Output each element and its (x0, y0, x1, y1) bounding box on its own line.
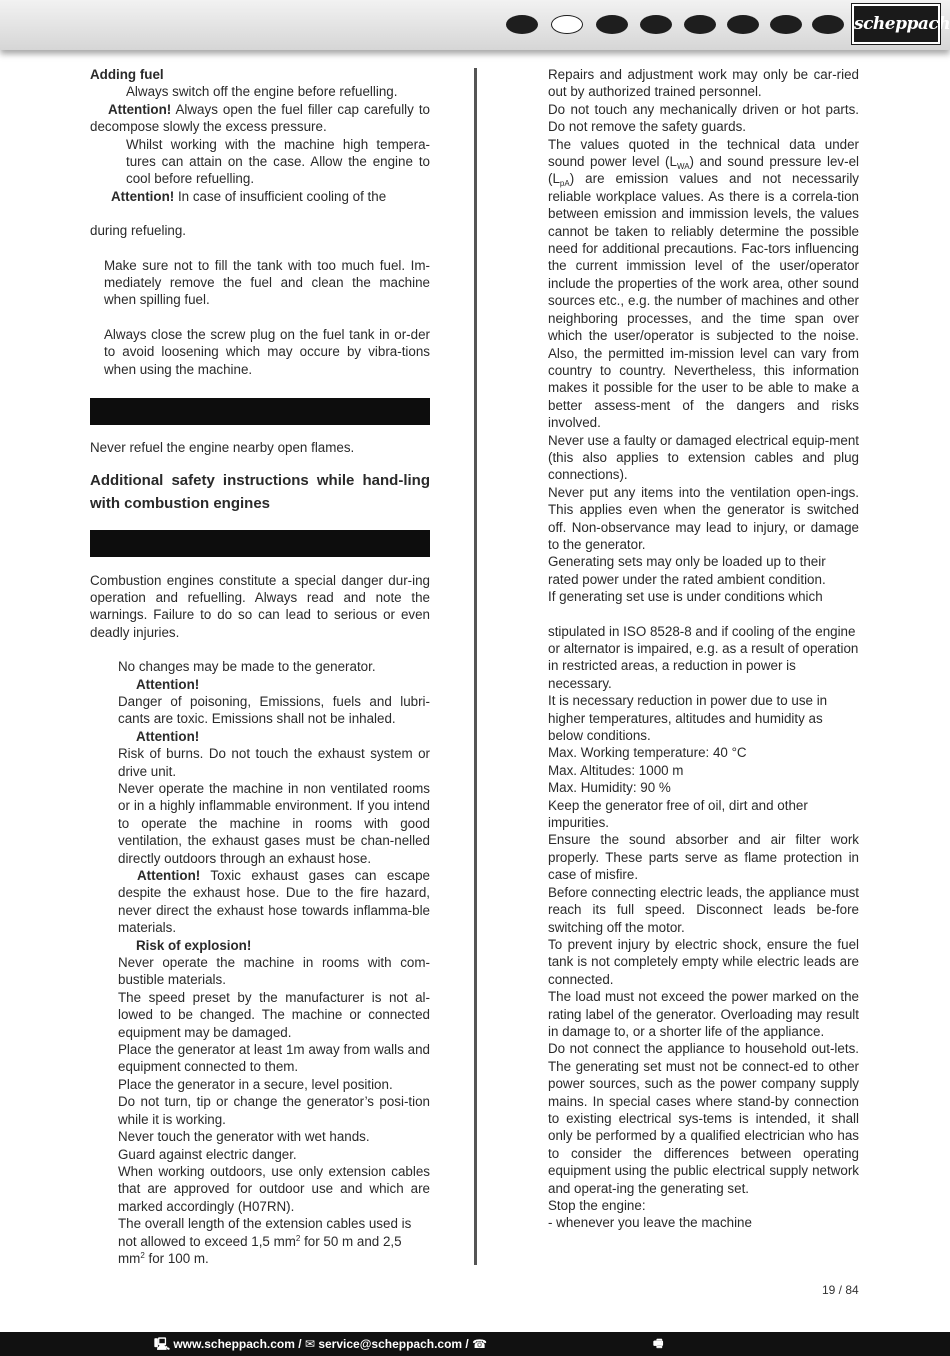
footer-contact: 🖳 www.scheppach.com / ✉ service@scheppach.com / ☎ (154, 1337, 488, 1351)
paragraph: Before connecting electric leads, the appliance must reach its full speed. Disconnect leads be-fore switching off the motor. (548, 884, 859, 935)
paragraph: Ensure the sound absorber and air filter work properly. These parts serve as flame protection in case of misfire. (548, 832, 859, 883)
attention-1: Attention! Always open the fuel filler cap carefully to decompose slowly the excess pressure. (90, 101, 431, 135)
open-flames-warning: Never refuel the engine nearby open flames. (90, 440, 355, 456)
page-footer (0, 1332, 950, 1356)
paragraph: The load must not exceed the power marked on the rating label of the generator. Overloading may result in damage to, or a shorter life of the appliance. (548, 989, 859, 1039)
safety-list (90, 658, 430, 1267)
chapter-dot (812, 15, 844, 34)
page-header (0, 0, 950, 50)
paragraph: Generating sets may only be loaded up to their rated power under the rated ambient condition. (548, 554, 826, 587)
paragraph: Do not connect the appliance to household out-lets. The generating set must not be connect-ed to other power sources, such as the power company supply mains. In special cases where stand-by connection to existing electrical sys-tems is intended, it shall only be performed by a qualified electrician who has to consider the differences between operating equipment using the public electrical supply network and operat-ing the generating set. (548, 1041, 859, 1196)
hot-case-warning: Whilst working with the machine high tempera-tures can attain on the case. Allow the engine to cool before refuelling. (126, 136, 430, 187)
list-item: The overall length of the extension cables used is not allowed to exceed 1,5 $mm^2$ for 50 m and 2,5 $mm^2$ for 100 m. (118, 1216, 412, 1266)
additional-safety-heading: Additional safety instructions while hand-ling with combustion engines (90, 471, 430, 512)
paragraph: Stop the engine: (548, 1198, 646, 1213)
left-column (90, 66, 430, 1267)
list-item: Do not turn, tip or change the generator’s posi-tion while it is working. (118, 1094, 430, 1127)
paragraph: If generating set use is under conditions which (548, 589, 823, 605)
paragraph: Keep the generator free of oil, dirt and other impurities. (548, 797, 808, 831)
page-number: 19 / 84 (822, 1283, 859, 1297)
list-item: Never operate the machine in rooms with com-bustible materials. (118, 955, 430, 988)
list-item: Place the generator at least 1m away from walls and equipment connected to them. (118, 1042, 430, 1075)
chapter-dot (684, 15, 716, 34)
right-column (548, 66, 859, 1232)
warning-bar (90, 398, 430, 425)
paragraph: Never use a faulty or damaged electrical equip-ment (this also applies to extension cables and plug connections). (548, 432, 859, 483)
paragraph: It is necessary reduction in power due to use in higher temperatures, altitudes and humidity as below conditions. (548, 693, 828, 744)
attention-label: Attention! (136, 676, 200, 692)
paragraph: - whenever you leave the machine (548, 1215, 752, 1231)
emission-values: The values quoted in the technical data under sound power level $(L_{WA})$ and sound pressure lev-el $(L_{pA})$ are emission values and not necessarily reliable workplace values. As there is a correla-tion between emission and immission levels, the values cannot be taken to reliably determine the possible need for additional precautions. Fac-tors influencing the current immission level of the user/operator include the properties of the work area, other sound sources etc., e.g. the number of machines and other neighboring processes, and the time span over which the user/operator is subjected to the noise. Also, the permitted im-mission level can vary from country to country. Nevertheless, this information makes it possible for the user to be able to make a better assess-ment of the dangers and risks involved. (548, 136, 859, 431)
list-item: Danger of poisoning, Emissions, fuels and lubri-cants are toxic. Emissions shall not be inhaled. (118, 693, 430, 727)
list-item: Never operate the machine in non ventilated rooms or in a highly inflammable environment. If you intend to operate the machine in rooms with good ventilation, the exhaust gases must be chan-nelled directly outdoors through an exhaust hose. (118, 780, 430, 866)
chapter-dot (640, 15, 672, 34)
attention-2: Attention! In case of insufficient cooling of the (111, 188, 387, 204)
max-humidity: Max. Humidity: 90 % (548, 780, 671, 796)
chapter-dot (506, 15, 538, 34)
fax-icon: 🖷 (653, 1338, 664, 1350)
chapter-dot (596, 15, 628, 34)
overfill-warning: Make sure not to fill the tank with too much fuel. Im-mediately remove the fuel and clean the machine when spilling fuel. (104, 257, 430, 308)
list-item: The speed preset by the manufacturer is not al-lowed to be changed. The machine or connected equipment may be damaged. (118, 989, 430, 1040)
chapter-dot (770, 15, 802, 34)
paragraph: stipulated in ISO 8528-8 and if cooling of the engine or alternator is impaired, e.g. as a result of operation in restricted areas, a reduction in power is necessary. (548, 623, 859, 691)
attention-label: Attention! (136, 728, 200, 744)
list-item: No changes may be made to the generator. (118, 659, 376, 675)
list-item: Attention! Toxic exhaust gases can escape despite the exhaust hose. Due to the fire hazard, never direct the exhaust hose towards inflamma-ble materials. (118, 868, 430, 936)
column-divider (474, 68, 477, 1265)
paragraph: To prevent injury by electric shock, ensure the fuel tank is not completely empty while electric leads are connected. (548, 936, 859, 987)
warning-bar (90, 530, 430, 557)
adding-fuel-title: Adding fuel (90, 67, 164, 82)
list-item: Guard against electric danger. (118, 1146, 297, 1162)
list-item: Never touch the generator with wet hands. (118, 1129, 370, 1145)
paragraph: Never put any items into the ventilation open-ings. This applies even when the generator is switched off. Non-observance may lead to injury, or damage to the generator. (548, 484, 859, 552)
list-item: Risk of burns. Do not touch the exhaust system or drive unit. (118, 746, 430, 779)
explosion-label: Risk of explosion! (136, 937, 252, 953)
paragraph: Repairs and adjustment work may only be car-ried out by authorized trained personnel. (548, 67, 859, 100)
during-refueling: during refueling. (90, 223, 187, 239)
combustion-intro: Combustion engines constitute a special danger dur-ing operation and refuelling. Always read and note the warnings. Failure to do so can lead to serious or even deadly injuries. (90, 572, 430, 640)
adding-fuel-line: Always switch off the engine before refuelling. (126, 84, 398, 100)
chapter-dot-current (551, 15, 583, 34)
list-item: Place the generator in a secure, level position. (118, 1076, 393, 1092)
list-item: When working outdoors, use only extension cables that are approved for outdoor use and which are marked accordingly (H07RN). (118, 1163, 430, 1214)
paragraph: Do not touch any mechanically driven or hot parts. Do not remove the safety guards. (548, 101, 859, 135)
max-temperature: Max. Working temperature: 40 °C (548, 745, 747, 761)
chapter-dot (727, 15, 759, 34)
screw-plug-warning: Always close the screw plug on the fuel tank in or-der to avoid loosening which may occure by vibra-tions when using the machine. (104, 326, 430, 377)
max-altitude: Max. Altitudes: 1000 m (548, 762, 684, 778)
scheppach-logo: scheppach (852, 4, 940, 44)
